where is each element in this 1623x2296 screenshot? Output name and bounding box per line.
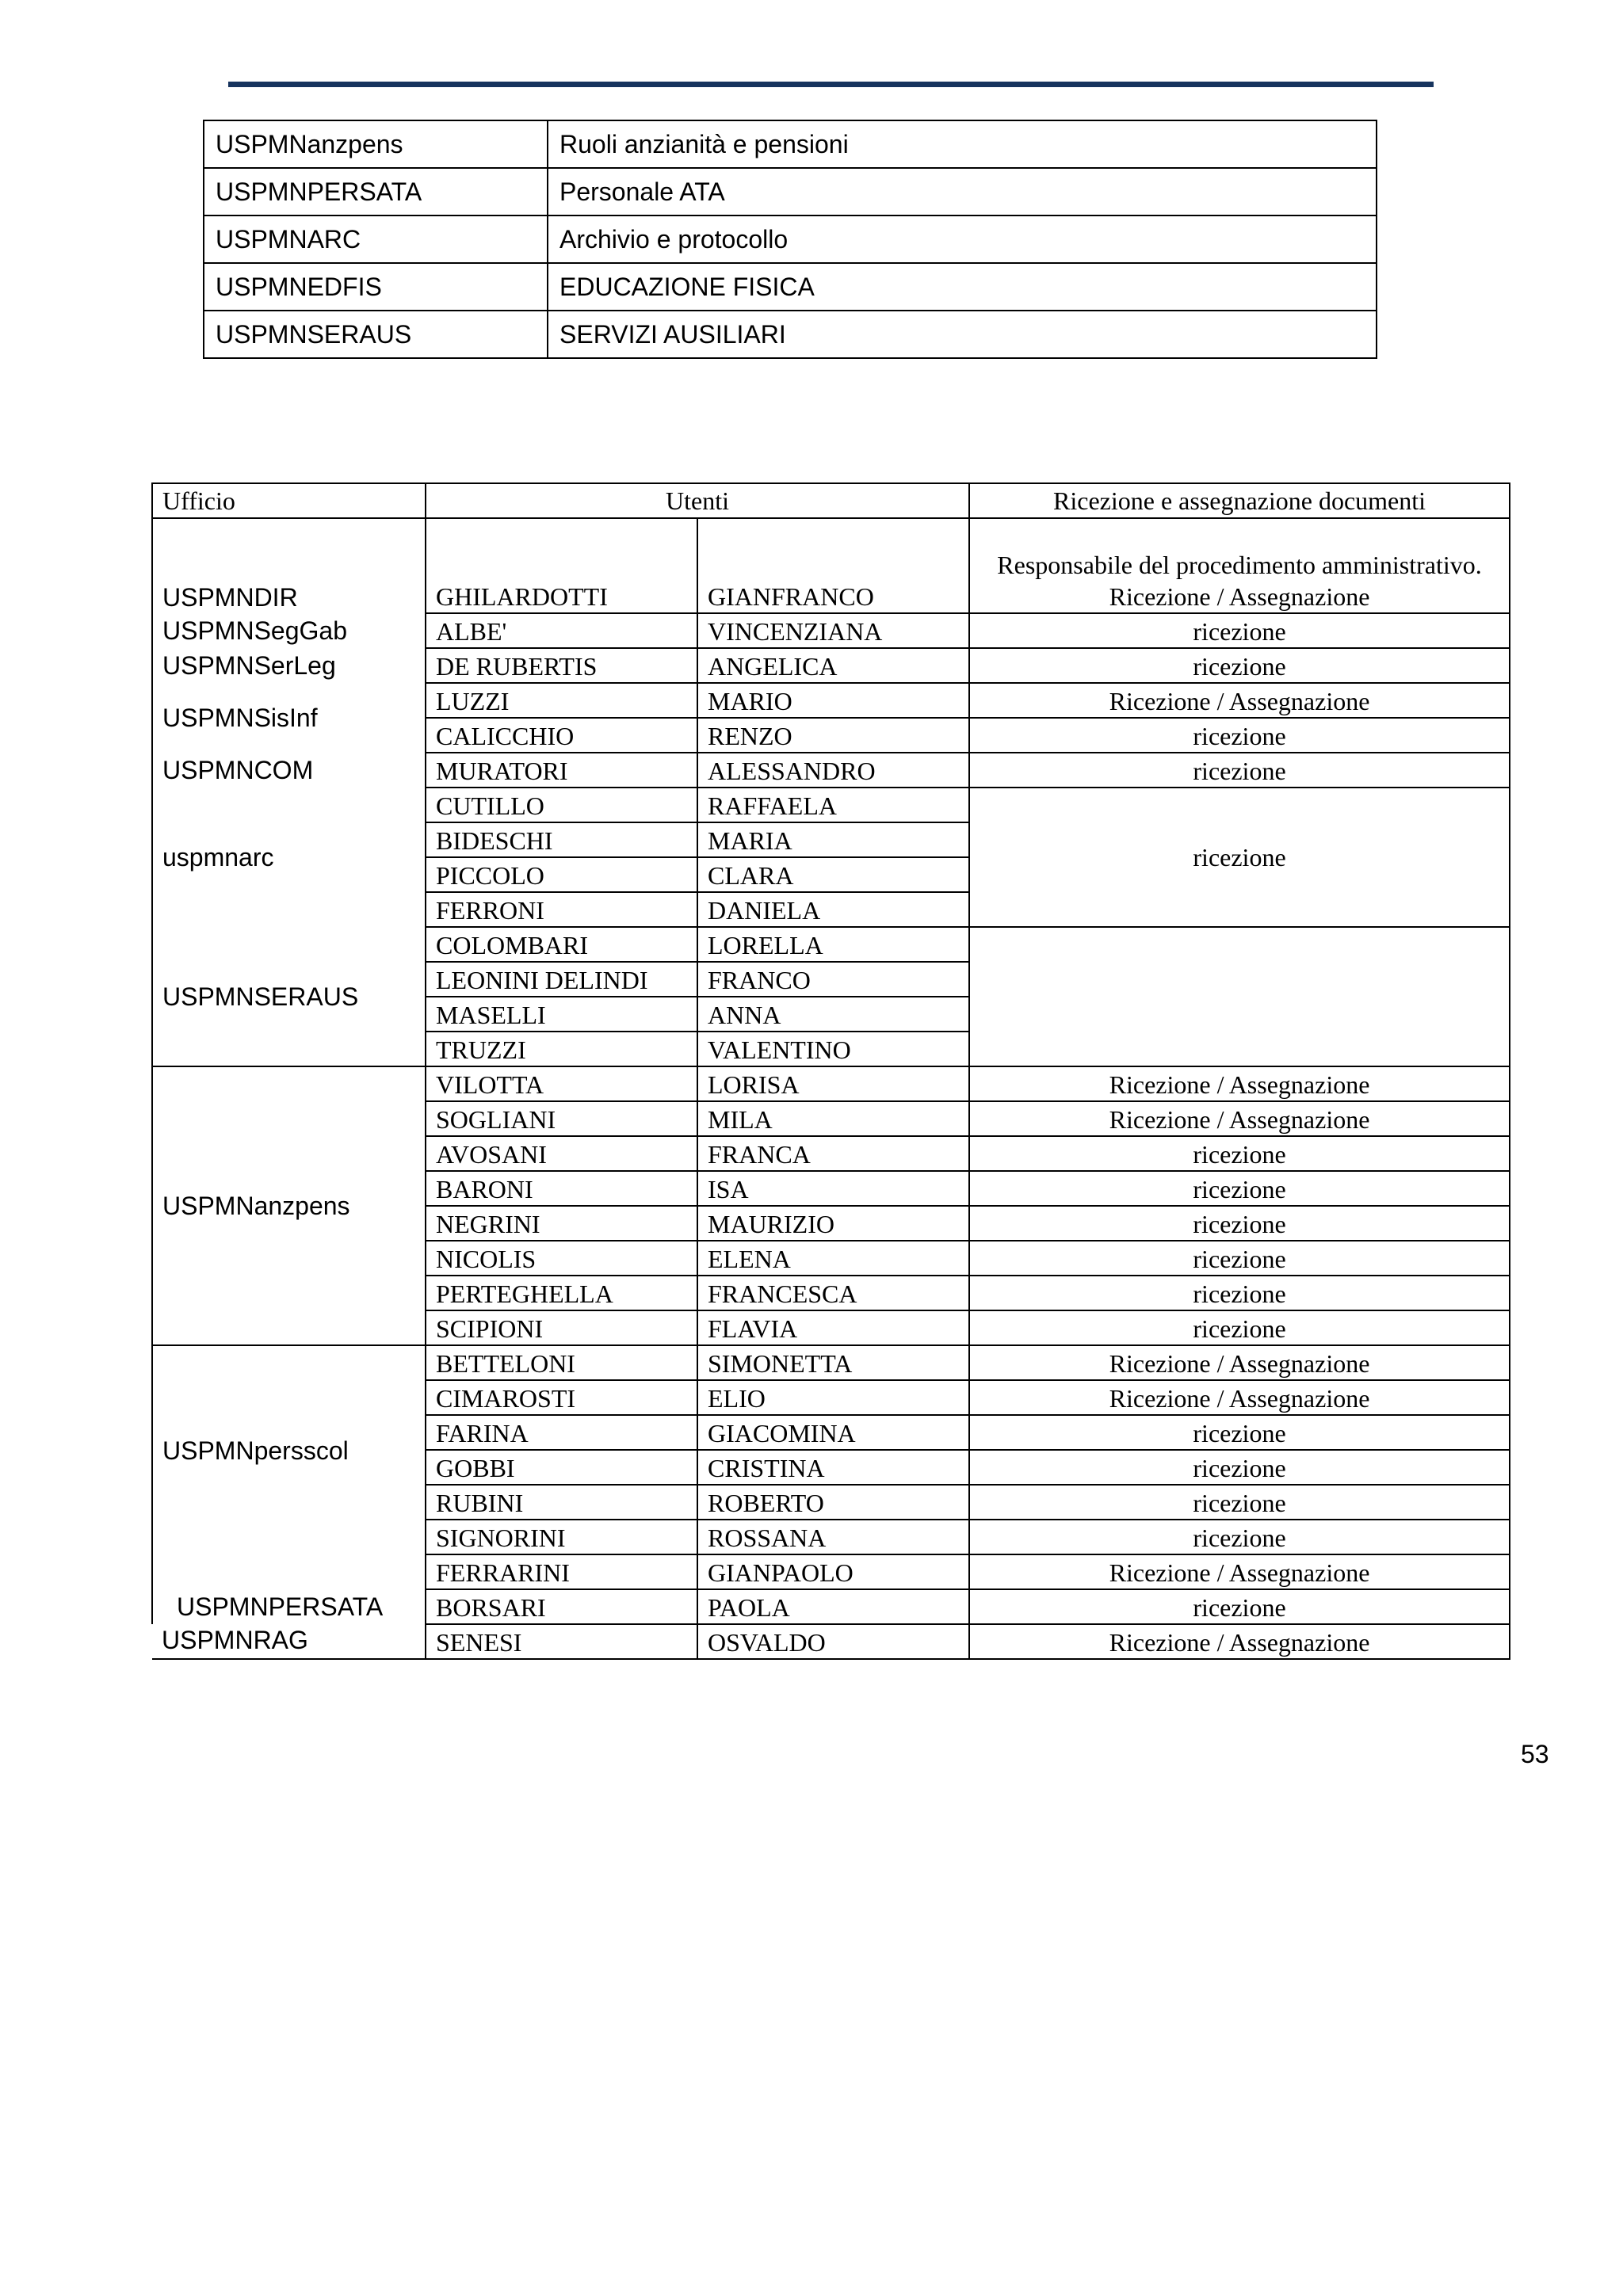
user-first-name: RENZO bbox=[697, 718, 969, 753]
user-last-name: FARINA bbox=[426, 1415, 697, 1450]
user-first-name: FRANCA bbox=[697, 1136, 969, 1171]
user-first-name: ROBERTO bbox=[697, 1485, 969, 1520]
user-first-name: ANGELICA bbox=[697, 648, 969, 683]
table-row bbox=[152, 613, 1510, 648]
user-role: ricezione bbox=[969, 613, 1510, 648]
user-last-name: BORSARI bbox=[426, 1589, 697, 1624]
office-code: USPMNSERAUS bbox=[204, 311, 548, 358]
table-row bbox=[152, 1345, 1510, 1380]
user-role: ricezione bbox=[969, 1450, 1510, 1485]
user-role: Ricezione / Assegnazione bbox=[969, 1101, 1510, 1136]
user-role: ricezione bbox=[969, 1241, 1510, 1276]
user-first-name: ANNA bbox=[697, 997, 969, 1032]
user-last-name: SIGNORINI bbox=[426, 1520, 697, 1554]
user-first-name: DANIELA bbox=[697, 892, 969, 927]
office-desc: Archivio e protocollo bbox=[548, 215, 1377, 263]
user-last-name: COLOMBARI bbox=[426, 927, 697, 962]
table-row bbox=[152, 518, 1510, 613]
user-last-name: GHILARDOTTI bbox=[426, 518, 697, 613]
user-last-name: CUTILLO bbox=[426, 788, 697, 822]
user-last-name: LUZZI bbox=[426, 683, 697, 718]
user-last-name: BIDESCHI bbox=[426, 822, 697, 857]
table-row bbox=[152, 788, 1510, 822]
table-row bbox=[152, 927, 1510, 962]
user-role bbox=[969, 927, 1510, 1066]
user-role: Ricezione / Assegnazione bbox=[969, 1066, 1510, 1101]
user-last-name: SENESI bbox=[426, 1624, 697, 1659]
user-first-name: CRISTINA bbox=[697, 1450, 969, 1485]
user-role: ricezione bbox=[969, 1136, 1510, 1171]
office-code: USPMNEDFIS bbox=[204, 263, 548, 311]
office-cell: USPMNanzpens bbox=[152, 1066, 426, 1345]
user-last-name: FERRARINI bbox=[426, 1554, 697, 1589]
user-first-name: FRANCESCA bbox=[697, 1276, 969, 1310]
table-row bbox=[204, 120, 1377, 168]
offices-table bbox=[203, 120, 1377, 359]
user-role: ricezione bbox=[969, 1520, 1510, 1554]
table-row bbox=[204, 215, 1377, 263]
user-role: Ricezione / Assegnazione bbox=[969, 683, 1510, 718]
user-last-name: MURATORI bbox=[426, 753, 697, 788]
user-first-name: RAFFAELA bbox=[697, 788, 969, 822]
user-first-name: ELENA bbox=[697, 1241, 969, 1276]
table-row bbox=[152, 683, 1510, 718]
table-row bbox=[204, 311, 1377, 358]
user-last-name: BETTELONI bbox=[426, 1345, 697, 1380]
table-row bbox=[152, 1589, 1510, 1624]
user-last-name: PERTEGHELLA bbox=[426, 1276, 697, 1310]
user-last-name: NICOLIS bbox=[426, 1241, 697, 1276]
office-cell: USPMNRAG bbox=[152, 1624, 426, 1659]
user-first-name: FRANCO bbox=[697, 962, 969, 997]
user-first-name: LORISA bbox=[697, 1066, 969, 1101]
table-row bbox=[152, 648, 1510, 683]
user-last-name: RUBINI bbox=[426, 1485, 697, 1520]
office-cell: USPMNSegGab bbox=[152, 613, 426, 648]
header-role: Ricezione e assegnazione documenti bbox=[969, 483, 1510, 518]
user-role: ricezione bbox=[969, 1206, 1510, 1241]
office-cell: USPMNSerLeg bbox=[152, 648, 426, 683]
user-last-name: MASELLI bbox=[426, 997, 697, 1032]
user-role: ricezione bbox=[969, 1415, 1510, 1450]
user-first-name: LORELLA bbox=[697, 927, 969, 962]
user-last-name: TRUZZI bbox=[426, 1032, 697, 1066]
table-row bbox=[152, 1554, 1510, 1589]
office-cell bbox=[152, 1554, 426, 1589]
user-last-name: AVOSANI bbox=[426, 1136, 697, 1171]
header-row bbox=[152, 483, 1510, 518]
user-last-name: DE RUBERTIS bbox=[426, 648, 697, 683]
user-last-name: NEGRINI bbox=[426, 1206, 697, 1241]
user-first-name: VINCENZIANA bbox=[697, 613, 969, 648]
users-table bbox=[151, 482, 1510, 1660]
user-last-name: CIMAROSTI bbox=[426, 1380, 697, 1415]
user-last-name: GOBBI bbox=[426, 1450, 697, 1485]
page-number: 53 bbox=[1521, 1740, 1549, 1768]
office-code: USPMNARC bbox=[204, 215, 548, 263]
user-role: ricezione bbox=[969, 1276, 1510, 1310]
user-first-name: ELIO bbox=[697, 1380, 969, 1415]
user-first-name: PAOLA bbox=[697, 1589, 969, 1624]
office-cell: USPMNSisInf bbox=[152, 683, 426, 753]
user-role: Responsabile del procedimento amministrativo. Ricezione / Assegnazione bbox=[969, 518, 1510, 613]
user-last-name: SOGLIANI bbox=[426, 1101, 697, 1136]
user-first-name: ALESSANDRO bbox=[697, 753, 969, 788]
user-first-name: ROSSANA bbox=[697, 1520, 969, 1554]
user-last-name: FERRONI bbox=[426, 892, 697, 927]
user-first-name: SIMONETTA bbox=[697, 1345, 969, 1380]
office-cell: USPMNPERSATA bbox=[152, 1589, 426, 1624]
user-role: ricezione bbox=[969, 1310, 1510, 1345]
user-role: ricezione bbox=[969, 1171, 1510, 1206]
user-last-name: PICCOLO bbox=[426, 857, 697, 892]
office-desc: Ruoli anzianità e pensioni bbox=[548, 120, 1377, 168]
user-first-name: VALENTINO bbox=[697, 1032, 969, 1066]
user-last-name: VILOTTA bbox=[426, 1066, 697, 1101]
user-first-name: CLARA bbox=[697, 857, 969, 892]
user-first-name: OSVALDO bbox=[697, 1624, 969, 1659]
table-row bbox=[204, 263, 1377, 311]
user-first-name: MARIA bbox=[697, 822, 969, 857]
office-desc: SERVIZI AUSILIARI bbox=[548, 311, 1377, 358]
user-first-name: MILA bbox=[697, 1101, 969, 1136]
office-desc: Personale ATA bbox=[548, 168, 1377, 215]
office-desc: EDUCAZIONE FISICA bbox=[548, 263, 1377, 311]
user-role: ricezione bbox=[969, 1485, 1510, 1520]
user-first-name: GIANFRANCO bbox=[697, 518, 969, 613]
office-code: USPMNPERSATA bbox=[204, 168, 548, 215]
user-first-name: GIANPAOLO bbox=[697, 1554, 969, 1589]
office-code: USPMNanzpens bbox=[204, 120, 548, 168]
user-first-name: ISA bbox=[697, 1171, 969, 1206]
user-first-name: MARIO bbox=[697, 683, 969, 718]
office-cell: USPMNDIR bbox=[152, 518, 426, 613]
user-last-name: LEONINI DELINDI bbox=[426, 962, 697, 997]
user-last-name: ALBE' bbox=[426, 613, 697, 648]
user-role: ricezione bbox=[969, 1589, 1510, 1624]
table-row bbox=[152, 1624, 1510, 1659]
header-users: Utenti bbox=[426, 483, 969, 518]
user-role: ricezione bbox=[969, 718, 1510, 753]
user-last-name: CALICCHIO bbox=[426, 718, 697, 753]
header-office: Ufficio bbox=[152, 483, 426, 518]
header-rule bbox=[228, 82, 1434, 87]
user-role: Ricezione / Assegnazione bbox=[969, 1380, 1510, 1415]
user-role: Ricezione / Assegnazione bbox=[969, 1554, 1510, 1589]
user-last-name: SCIPIONI bbox=[426, 1310, 697, 1345]
user-first-name: GIACOMINA bbox=[697, 1415, 969, 1450]
user-role: ricezione bbox=[969, 648, 1510, 683]
user-first-name: MAURIZIO bbox=[697, 1206, 969, 1241]
user-role: ricezione bbox=[969, 788, 1510, 927]
user-first-name: FLAVIA bbox=[697, 1310, 969, 1345]
office-cell: USPMNSERAUS bbox=[152, 927, 426, 1066]
office-cell: uspmnarc bbox=[152, 788, 426, 927]
office-cell: USPMNpersscol bbox=[152, 1345, 426, 1554]
user-role: Ricezione / Assegnazione bbox=[969, 1345, 1510, 1380]
table-row bbox=[152, 753, 1510, 788]
office-cell: USPMNCOM bbox=[152, 753, 426, 788]
user-last-name: BARONI bbox=[426, 1171, 697, 1206]
table-row bbox=[152, 1066, 1510, 1101]
table-row bbox=[204, 168, 1377, 215]
user-role: Ricezione / Assegnazione bbox=[969, 1624, 1510, 1659]
user-role: ricezione bbox=[969, 753, 1510, 788]
